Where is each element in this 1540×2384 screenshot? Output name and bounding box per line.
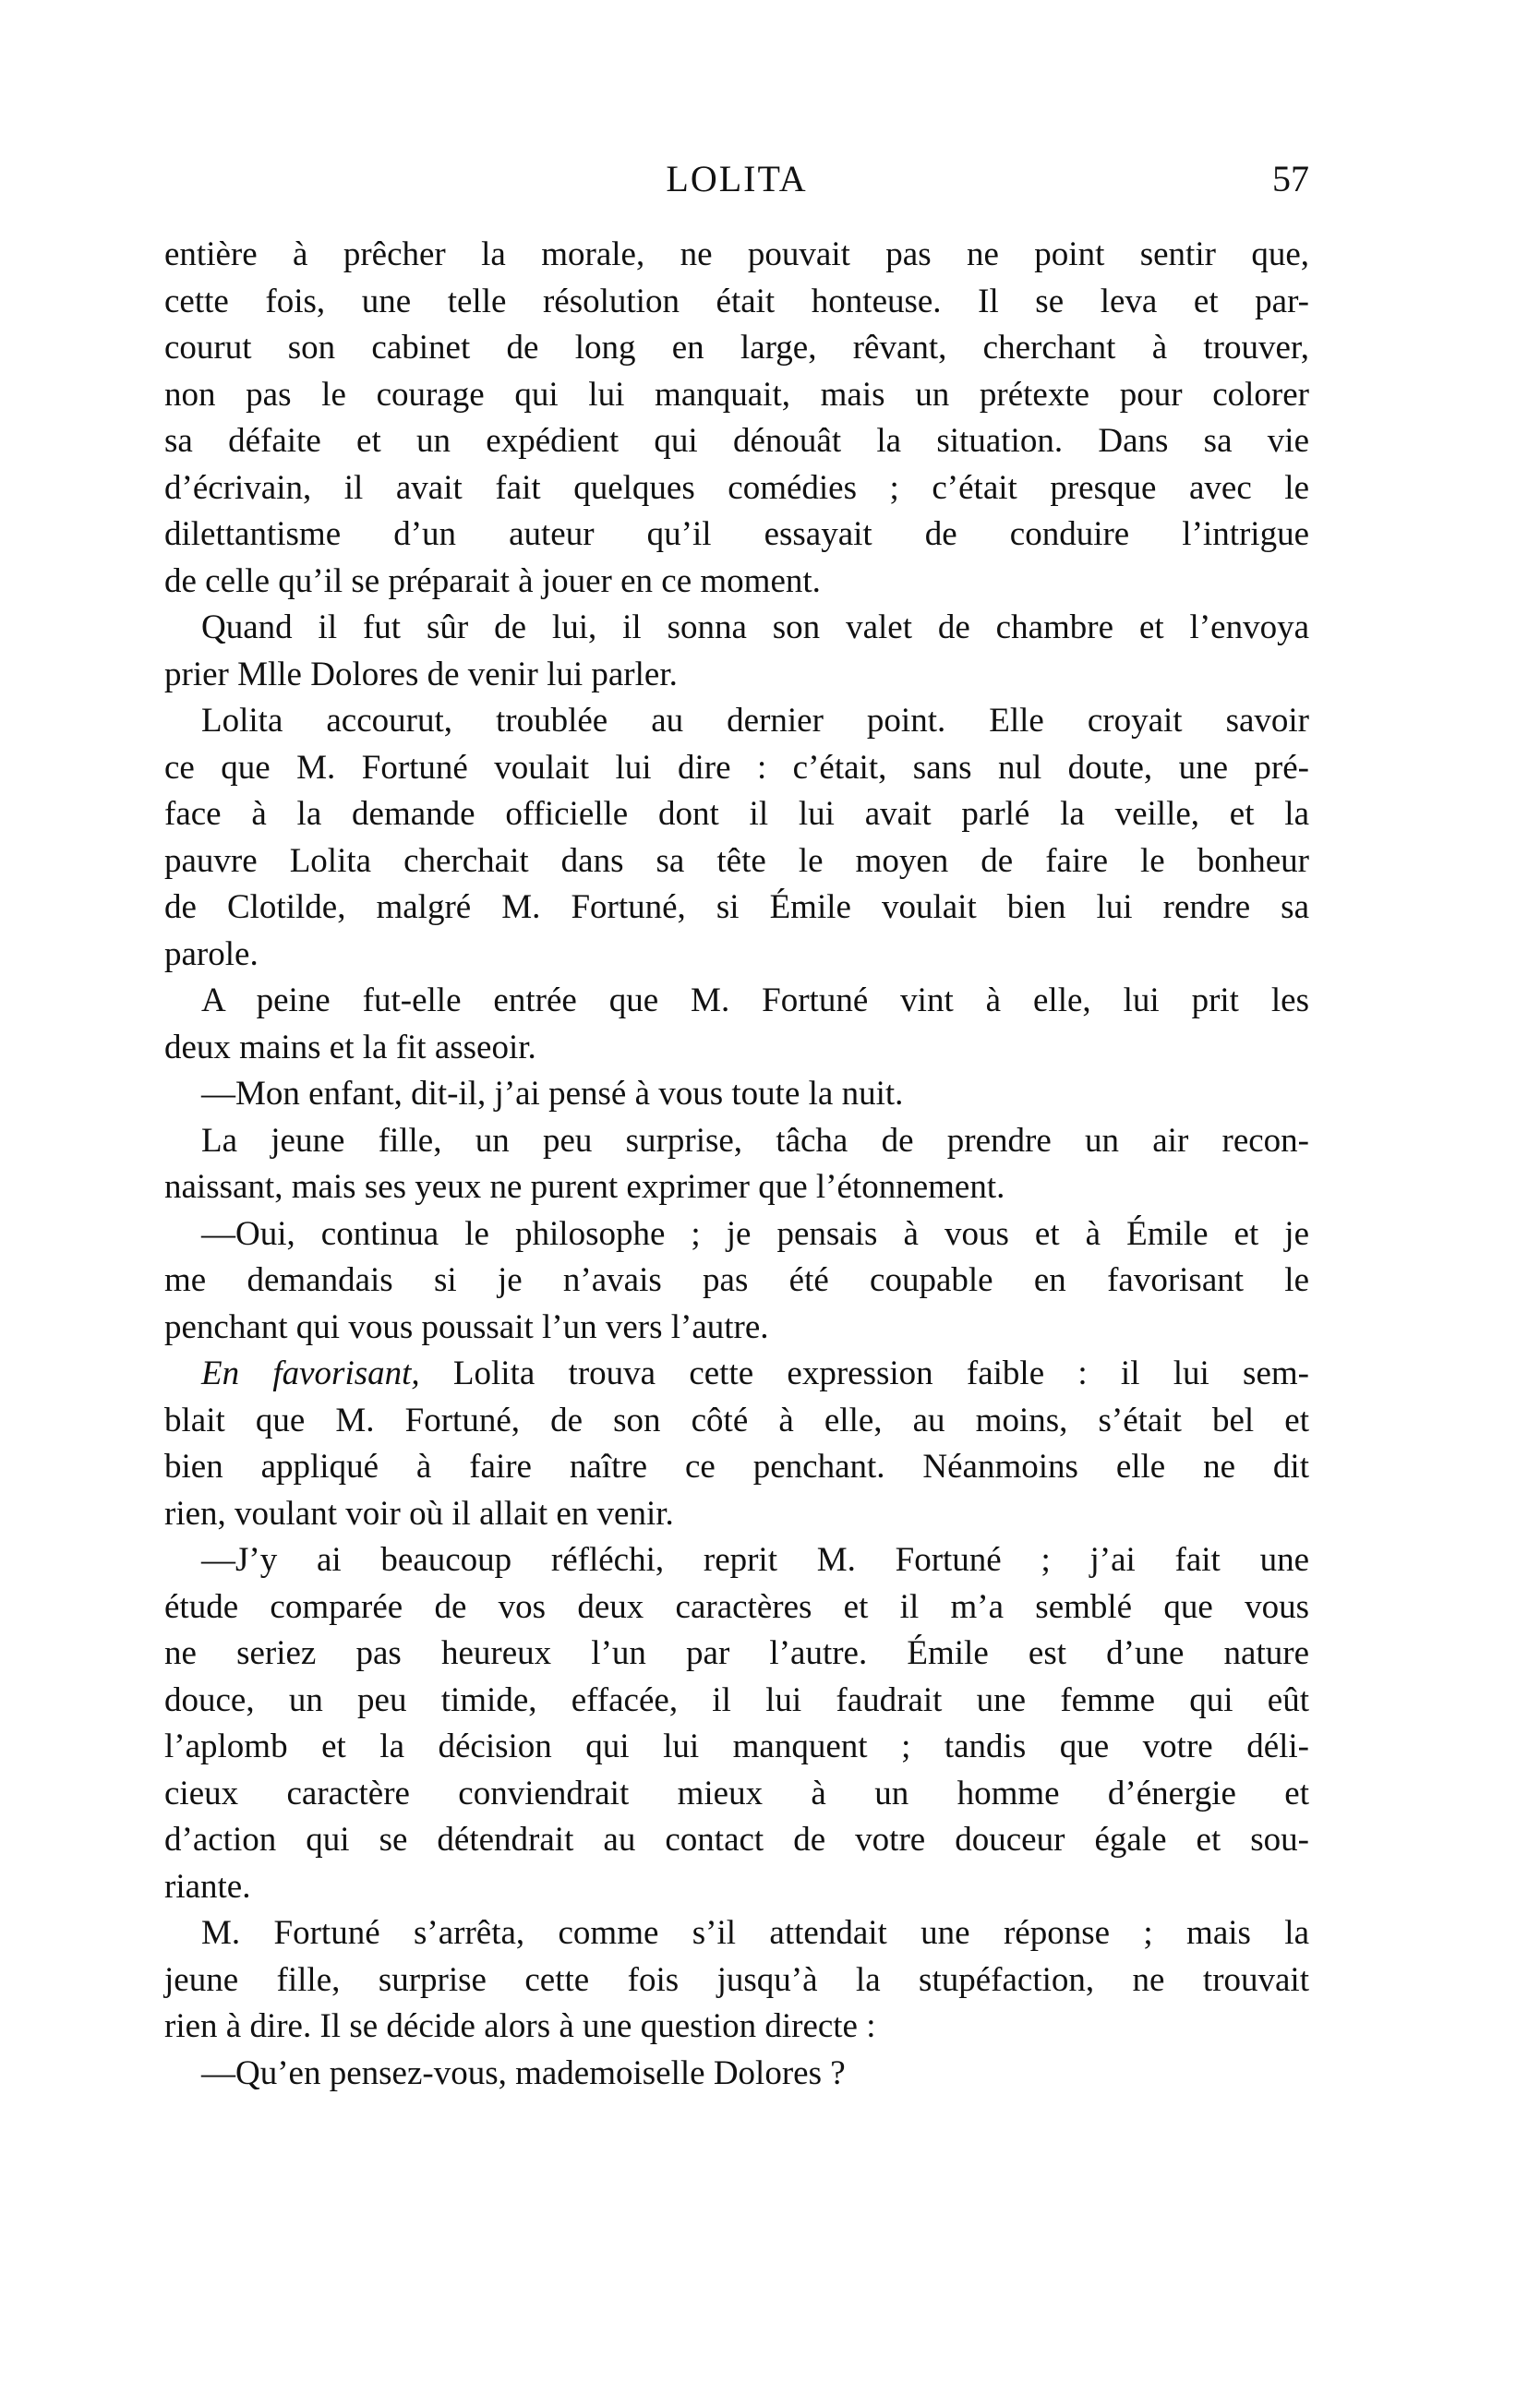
- text-line: [164, 1957, 1309, 2005]
- text-line: [164, 2051, 1309, 2098]
- text-run: ne seriez pas heureux l’un par l’autre. Émile est d’une nature: [164, 1634, 1309, 1672]
- text-line: [164, 1817, 1309, 1864]
- text-line: [164, 1771, 1309, 1818]
- text-line: [164, 1118, 1309, 1165]
- text-line: [164, 745, 1309, 792]
- text-run: prier Mlle Dolores de venir lui parler.: [164, 655, 678, 693]
- text-line: [164, 1305, 1309, 1352]
- text-line: [164, 1398, 1309, 1445]
- text-run: deux mains et la fit asseoir.: [164, 1028, 536, 1066]
- text-line: [164, 418, 1309, 465]
- text-line: [164, 1584, 1309, 1631]
- text-run: jeune fille, surprise cette fois jusqu’à la stupéfaction, ne trouvait: [164, 1960, 1309, 1999]
- text-line: [164, 698, 1309, 745]
- text-run: face à la demande officielle dont il lui avait parlé la veille, et la: [164, 795, 1309, 833]
- italic-text: En favorisant,: [201, 1355, 420, 1392]
- text-line: [164, 932, 1309, 979]
- text-line: [164, 465, 1309, 512]
- text-run: —Oui, continua le philosophe ; je pensais à vous et à Émile et je: [201, 1214, 1309, 1253]
- text-run: —Mon enfant, dit-il, j’ai pensé à vous toute la nuit.: [201, 1075, 904, 1113]
- text-run: A peine fut-elle entrée que M. Fortuné vint à elle, lui prit les: [201, 981, 1309, 1019]
- text-run: Lolita accourut, troublée au dernier point. Elle croyait savoir: [201, 702, 1309, 740]
- text-run: rien, voulant voir où il allait en venir.: [164, 1494, 674, 1533]
- text-run: d’action qui se détendrait au contact de votre douceur égale et sou-: [164, 1821, 1309, 1859]
- text-line: [164, 1211, 1309, 1258]
- page-number: 57: [1272, 158, 1309, 199]
- text-run: non pas le courage qui lui manquait, mais un prétexte pour colorer: [164, 375, 1309, 414]
- text-run: cette fois, une telle résolution était honteuse. Il se leva et par-: [164, 282, 1309, 320]
- text-line: [164, 791, 1309, 838]
- text-line: [164, 372, 1309, 419]
- text-run: —J’y ai beaucoup réfléchi, reprit M. Fortuné ; j’ai fait une: [201, 1541, 1309, 1579]
- text-run: —Qu’en pensez-vous, mademoiselle Dolores ?: [201, 2053, 846, 2092]
- text-run: de Clotilde, malgré M. Fortuné, si Émile voulait bien lui rendre sa: [164, 888, 1309, 926]
- text-run: La jeune fille, un peu surprise, tâcha de prendre un air recon-: [201, 1121, 1309, 1160]
- text-run: Quand il fut sûr de lui, il sonna son valet de chambre et l’envoya: [201, 608, 1309, 646]
- text-line: [164, 978, 1309, 1025]
- text-line: [164, 279, 1309, 326]
- text-line: [164, 1631, 1309, 1678]
- text-run: penchant qui vous poussait l’un vers l’autre.: [164, 1307, 769, 1346]
- text-line: [164, 1164, 1309, 1211]
- text-line: [164, 1071, 1309, 1118]
- text-line: [164, 1910, 1309, 1957]
- text-line: [164, 1351, 1309, 1398]
- text-run: douce, un peu timide, effacée, il lui faudrait une femme qui eût: [164, 1680, 1309, 1719]
- text-run: l’aplomb et la décision qui lui manquent ; tandis que votre déli-: [164, 1728, 1309, 1765]
- text-line: [164, 1025, 1309, 1072]
- text-run: dilettantisme d’un auteur qu’il essayait de conduire l’intrigue: [164, 515, 1309, 553]
- text-run: blait que M. Fortuné, de son côté à elle, au moins, s’était bel et: [164, 1401, 1309, 1439]
- text-line: [164, 885, 1309, 932]
- text-run: bien appliqué à faire naître ce penchant. Néanmoins elle ne dit: [164, 1448, 1309, 1486]
- text-run: pauvre Lolita cherchait dans sa tête le moyen de faire le bonheur: [164, 841, 1309, 880]
- text-run: entière à prêcher la morale, ne pouvait pas ne point sentir que,: [164, 235, 1309, 273]
- text-line: [164, 559, 1309, 606]
- body-text: [164, 232, 1309, 2097]
- text-run: étude comparée de vos deux caractères et il m’a semblé que vous: [164, 1587, 1309, 1626]
- text-run: Lolita trouva cette expression faible : il lui sem-: [419, 1355, 1309, 1392]
- text-line: [164, 1491, 1309, 1538]
- text-line: [164, 2004, 1309, 2051]
- text-line: [164, 1678, 1309, 1725]
- text-line: [164, 1864, 1309, 1911]
- text-line: [164, 1444, 1309, 1491]
- text-run: M. Fortuné s’arrêta, comme s’il attendait une réponse ; mais la: [201, 1914, 1309, 1952]
- text-run: d’écrivain, il avait fait quelques comédies ; c’était presque avec le: [164, 468, 1309, 507]
- text-run: riante.: [164, 1867, 251, 1906]
- text-line: [164, 325, 1309, 372]
- page-header: [164, 157, 1309, 212]
- text-run: sa défaite et un expédient qui dénouât la situation. Dans sa vie: [164, 422, 1309, 460]
- text-line: [164, 838, 1309, 885]
- text-run: naissant, mais ses yeux ne purent exprimer que l’étonnement.: [164, 1168, 1005, 1206]
- text-line: [164, 1724, 1309, 1771]
- text-run: ce que M. Fortuné voulait lui dire : c’était, sans nul doute, une pré-: [164, 748, 1309, 787]
- text-run: de celle qu’il se préparait à jouer en ce moment.: [164, 561, 821, 600]
- text-line: [164, 1537, 1309, 1584]
- text-run: me demandais si je n’avais pas été coupable en favorisant le: [164, 1261, 1309, 1299]
- text-run: parole.: [164, 934, 259, 973]
- text-run: rien à dire. Il se décide alors à une question directe :: [164, 2007, 876, 2045]
- text-run: courut son cabinet de long en large, rêvant, cherchant à trouver,: [164, 329, 1309, 367]
- text-line: [164, 652, 1309, 699]
- text-line: [164, 1258, 1309, 1305]
- running-title: LOLITA: [666, 158, 808, 199]
- text-run: cieux caractère conviendrait mieux à un homme d’énergie et: [164, 1774, 1309, 1812]
- text-line: [164, 512, 1309, 559]
- text-line: [164, 605, 1309, 652]
- text-line: [164, 232, 1309, 279]
